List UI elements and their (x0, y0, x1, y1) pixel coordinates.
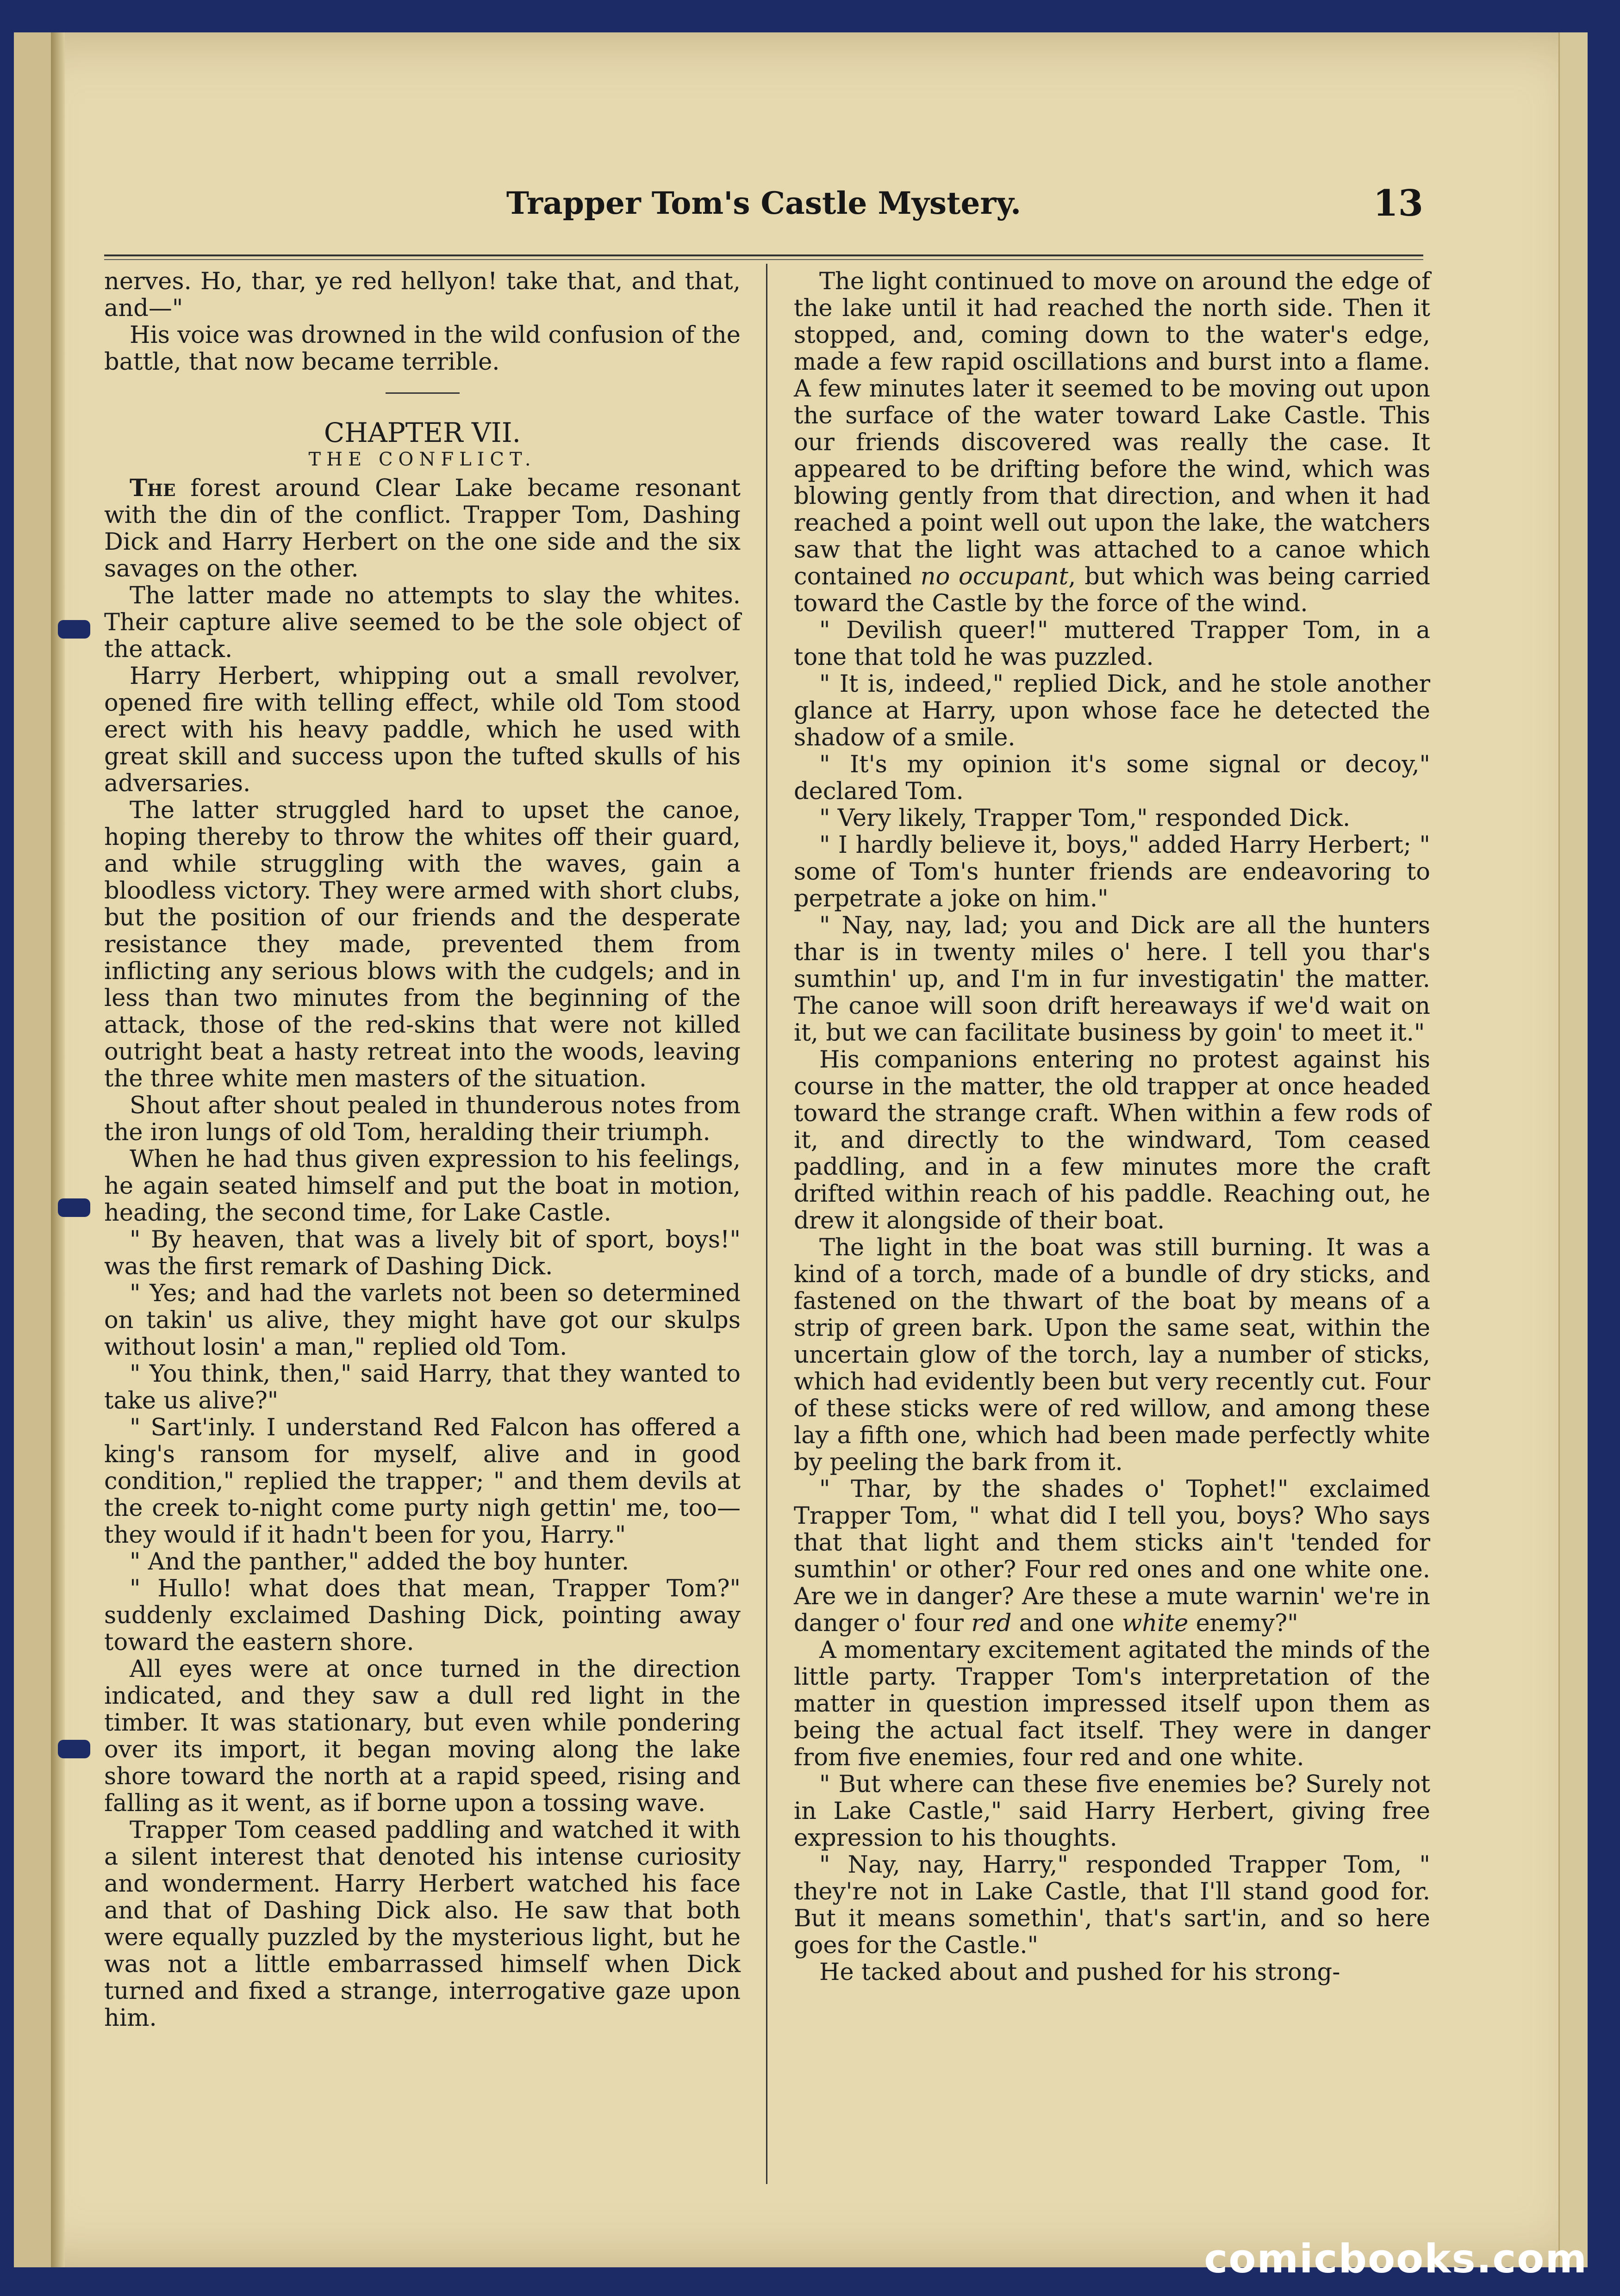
paragraph: " Nay, nay, Harry," responded Trapper Tom, " they're not in Lake Castle, that I'll stand good for. But it means somethin', that's sart'in, and so here goes for the Castle." (794, 1851, 1430, 1959)
paragraph: " Very likely, Trapper Tom," responded Dick. (819, 805, 1351, 832)
emphasis: no occupant (920, 563, 1069, 590)
paragraph: " By heaven, that was a lively bit of sport, boys!" was the first remark of Dashing Dick. (104, 1226, 741, 1280)
left-column (104, 268, 741, 2032)
emphasis: red (971, 1610, 1012, 1637)
paragraph-text: , but which was being carried toward the Castle by the force of the wind. (794, 563, 1430, 617)
binding-gutter (51, 32, 65, 2267)
paragraph: He tacked about and pushed for his strong- (819, 1959, 1340, 1986)
paragraph-text: " Thar, by the shades o' Tophet!" exclaimed Trapper Tom, " what did I tell you, boys? Who says that that light and them sticks ain't 'tended for sumthin' or other? Four red ones and one white one. Are we in danger? Are these a mute warnin' we're in danger o' four (794, 1476, 1430, 1637)
paragraph: " Hullo! what does that mean, Trapper Tom?" suddenly exclaimed Dashing Dick, pointing away toward the eastern shore. (104, 1575, 741, 1656)
emphasis: white (1122, 1610, 1189, 1637)
book-page (14, 32, 1588, 2267)
column-divider (766, 264, 767, 2184)
page-header (104, 176, 1423, 245)
paragraph: " Devilish queer!" muttered Trapper Tom, in a tone that told he was puzzled. (794, 617, 1430, 671)
paragraph-text: forest around Clear Lake became resonant with the din of the conflict. Trapper Tom, Dashing Dick and Harry Herbert on the one side and the six savages on the other. (104, 475, 741, 583)
paragraph: " You think, then," said Harry, that they wanted to take us alive?" (104, 1360, 741, 1415)
right-column (794, 268, 1430, 1986)
paragraph: His companions entering no protest against his course in the matter, the old trapper at once headed toward the strange craft. When within a few rods of it, and directly to the windward, Tom ceased paddling, and in a few minutes more the craft drifted within reach of his paddle. Reaching out, he drew it alongside of their boat. (794, 1046, 1430, 1235)
binding-stitch (58, 1740, 90, 1758)
paragraph: The latter made no attempts to slay the whites. Their capture alive seemed to be the sole object of the attack. (104, 582, 741, 663)
paragraph: His voice was drowned in the wild confusion of the battle, that now became terrible. (104, 322, 741, 376)
facing-page-edge (14, 32, 52, 2267)
paragraph: " But where can these five enemies be? Surely not in Lake Castle," said Harry Herbert, giving free expression to his thoughts. (794, 1771, 1430, 1852)
binding-stitch (58, 1198, 90, 1217)
paragraph: Trapper Tom ceased paddling and watched it with a silent interest that denoted his intense curiosity and wonderment. Harry Herbert watched his face and that of Dashing Dick also. He saw that both were equally puzzled by the mysterious light, but he was not a little embarrassed himself when Dick turned and fixed a strange, interrogative gaze upon him. (104, 1817, 741, 2032)
paragraph-text: and one (1019, 1610, 1115, 1637)
paragraph: " Yes; and had the varlets not been so determined on takin' us alive, they might have got our skulps without losin' a man," replied old Tom. (104, 1280, 741, 1361)
header-rule-thin (104, 259, 1423, 260)
paragraph: " Nay, nay, lad; you and Dick are all the hunters thar is in twenty miles o' here. I tell you thar's sumthin' up, and I'm in fur investigatin' the matter. The canoe will soon drift hereaways if we'd wait on it, but we can facilitate business by goin' to meet it." (794, 912, 1430, 1047)
chapter-rule (386, 392, 460, 394)
paragraph: The latter struggled hard to upset the canoe, hoping thereby to throw the whites off their guard, and while struggling with the waves, gain a bloodless victory. They were armed with short clubs, but the position of our friends and the desperate resistance they made, prevented them from inflicting any serious blows with the cudgels; and in less than two minutes from the beginning of the attack, those of the red-skins that were not killed outright beat a hasty retreat into the woods, leaving the three white men masters of the situation. (104, 797, 741, 1092)
paragraph (794, 1476, 1430, 1637)
paragraph: Harry Herbert, whipping out a small revolver, opened fire with telling effect, while old Tom stood erect with his heavy paddle, which he used with great skill and success upon the tufted skulls of his adversaries. (104, 663, 741, 797)
page-number: 13 (1373, 182, 1423, 224)
paragraph-text: The light continued to move on around the edge of the lake until it had reached the north side. Then it stopped, and, coming down to the water's edge, made a few rapid oscillations and burst into a flame. A few minutes later it seemed to be moving out upon the surface of the water toward Lake Castle. This our friends discovered was really the case. It appeared to be drifting before the wind, which was blowing gently from that direction, and when it had reached a point well out upon the lake, the watchers saw that the light was attached to a canoe which contained (794, 268, 1430, 590)
chapter-subtitle: THE CONFLICT. (308, 449, 536, 470)
paragraph: " It is, indeed," replied Dick, and he stole another glance at Harry, upon whose face he detected the shadow of a smile. (794, 670, 1430, 751)
paragraph: " It's my opinion it's some signal or decoy," declared Tom. (794, 751, 1430, 805)
opening-word: The (130, 474, 176, 502)
paragraph: A momentary excitement agitated the minds of the little party. Trapper Tom's interpretation of the matter in question impressed itself upon them as being the actual fact itself. They were in danger from five enemies, four red and one white. (794, 1637, 1430, 1771)
paragraph: When he had thus given expression to his feelings, he again seated himself and put the boat in motion, heading, the second time, for Lake Castle. (104, 1146, 741, 1227)
page-edge (1558, 32, 1588, 2267)
binding-stitch (58, 620, 90, 639)
header-rule (104, 254, 1423, 256)
paragraph-text: enemy?" (1196, 1610, 1298, 1637)
watermark: comicbooks.com (1204, 2236, 1588, 2282)
paragraph: " Sart'inly. I understand Red Falcon has offered a king's ransom for myself, alive and in good condition," replied the trapper; " and them devils at the creek to-night come purty nigh gettin' me, too—they would if it hadn't been for you, Harry." (104, 1414, 741, 1549)
paragraph (794, 268, 1430, 617)
paragraph: nerves. Ho, thar, ye red hellyon! take that, and that, and—" (104, 268, 741, 322)
paragraph (104, 475, 741, 583)
paragraph: The light in the boat was still burning. It was a kind of a torch, made of a bundle of dry sticks, and fastened on the thwart of the boat by means of a strip of green bark. Upon the same seat, within the uncertain glow of the torch, lay a number of sticks, which had evidently been but very recently cut. Four of these sticks were of red willow, and among these lay a fifth one, which had been made perfectly white by peeling the bark from it. (794, 1234, 1430, 1476)
paragraph: Shout after shout pealed in thunderous notes from the iron lungs of old Tom, heralding their triumph. (104, 1092, 741, 1146)
paragraph: " And the panther," added the boy hunter. (130, 1548, 629, 1576)
paragraph: All eyes were at once turned in the direction indicated, and they saw a dull red light in the timber. It was stationary, but even while pondering over its import, it began moving along the lake shore toward the north at a rapid speed, rising and falling as it went, as if borne upon a tossing wave. (104, 1656, 741, 1817)
chapter-heading: CHAPTER VII. (324, 417, 521, 448)
paragraph: " I hardly believe it, boys," added Harry Herbert; " some of Tom's hunter friends are endeavoring to perpetrate a joke on him." (794, 832, 1430, 912)
running-title: Trapper Tom's Castle Mystery. (506, 185, 1022, 221)
